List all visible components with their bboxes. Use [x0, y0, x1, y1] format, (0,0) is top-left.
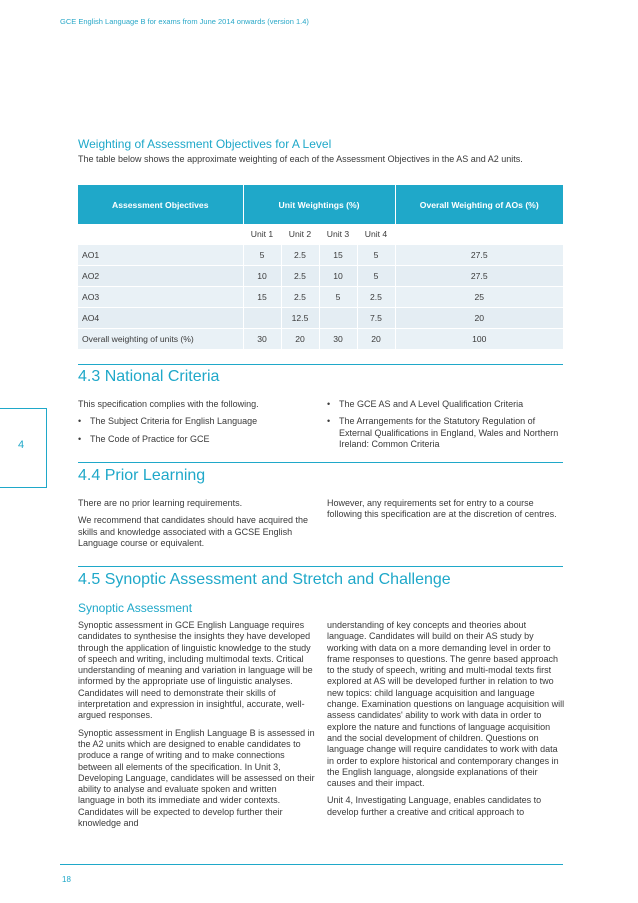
synoptic-left-column	[78, 620, 316, 835]
running-header: GCE English Language B for exams from June 2014 onwards (version 1.4)	[60, 17, 309, 26]
table-cell: 2.5	[281, 245, 319, 266]
table-cell: 20	[395, 308, 563, 329]
table-cell: 12.5	[281, 308, 319, 329]
prior-learning-para: There are no prior learning requirements.	[78, 498, 243, 508]
synoptic-right-column	[327, 620, 565, 824]
national-criteria-right	[327, 399, 563, 456]
national-criteria-title: 4.3 National Criteria	[78, 368, 220, 385]
table-cell: 10	[243, 266, 281, 287]
synoptic-para: Unit 4, Investigating Language, enables candidates to develop further a creative and critical approach to	[327, 795, 542, 817]
subheader-blank	[395, 224, 563, 245]
table-cell: 100	[395, 329, 563, 350]
table-cell: 25	[395, 287, 563, 308]
subheader-unit-3: Unit 3	[319, 224, 357, 245]
table-cell: 15	[319, 245, 357, 266]
table-cell: 20	[357, 329, 395, 350]
subheader-unit-4: Unit 4	[357, 224, 395, 245]
page-number: 18	[62, 875, 71, 884]
table-cell: 27.5	[395, 266, 563, 287]
prior-learning-para: We recommend that candidates should have acquired the skills and knowledge associated with a GCSE English Language course or equivalent.	[78, 515, 308, 548]
table-cell: 2.5	[357, 287, 395, 308]
subheader-blank	[78, 224, 243, 245]
table-cell: 15	[243, 287, 281, 308]
weighting-title: Weighting of Assessment Objectives for A Level	[78, 137, 332, 151]
table-row	[78, 287, 563, 308]
table-row	[78, 266, 563, 287]
table-cell: 5	[357, 266, 395, 287]
table-row	[78, 329, 563, 350]
row-label: AO1	[78, 245, 243, 266]
header-overall-weighting: Overall Weighting of AOs (%)	[395, 185, 563, 224]
table-cell: 20	[281, 329, 319, 350]
criteria-bullet: • The GCE AS and A Level Qualification Criteria	[327, 399, 563, 410]
table-row	[78, 245, 563, 266]
row-label: AO4	[78, 308, 243, 329]
header-unit-weightings: Unit Weightings (%)	[243, 185, 395, 224]
subheader-unit-2: Unit 2	[281, 224, 319, 245]
prior-learning-title: 4.4 Prior Learning	[78, 467, 206, 484]
weighting-table	[78, 185, 563, 349]
table-cell: 5	[319, 287, 357, 308]
section-rule	[78, 462, 563, 463]
footer-rule	[60, 864, 563, 865]
criteria-bullet: • The Code of Practice for GCE	[78, 434, 314, 445]
synoptic-para: Synoptic assessment in English Language B is assessed in the A2 units which are designed to enable candidates to produce a range of writing and to make connections between all elements of the specification. In Unit 3, Developing Language, candidates will be assessed on their ability to analyse and evaluate spoken and written language in both its immediate and wider contexts. Candidates will be expected to develop further their knowledge and	[78, 727, 315, 829]
table-cell: 10	[319, 266, 357, 287]
table-cell	[243, 308, 281, 329]
criteria-bullet: • The Subject Criteria for English Language	[78, 416, 314, 427]
table-cell: 5	[357, 245, 395, 266]
weighting-intro: The table below shows the approximate weighting of each of the Assessment Objectives in the AS and A2 units.	[78, 154, 523, 164]
row-label: AO2	[78, 266, 243, 287]
section-tab-number: 4	[18, 439, 25, 451]
prior-learning-para: However, any requirements set for entry to a course following this specification are at the discretion of centres.	[327, 498, 557, 520]
synoptic-para: Synoptic assessment in GCE English Language requires candidates to synthesise the insights they have developed through the application of linguistic knowledge to the study of speech and writing, including multimodal texts. Critical understanding of meaning and variation in language will be informed by the appropriate use of linguistic analyses. Candidates will need to demonstrate their skills of interpretation and expression in insightful, accurate, well-argued responses.	[78, 620, 313, 721]
table-row	[78, 308, 563, 329]
table-cell: 5	[243, 245, 281, 266]
table-cell: 2.5	[281, 287, 319, 308]
row-label: Overall weighting of units (%)	[78, 329, 243, 350]
header-assessment-objectives: Assessment Objectives	[78, 185, 243, 224]
synoptic-para: understanding of key concepts and theories about language. Candidates will build on their AS study by working with data on a more demanding level in order to frame responses to questions. The genre based approach to the study of speech, writing and multi-modal texts first explored at AS will be developed further in relation to two new topics: child language acquisition and language change. Examination questions on language acquisition will assess candidates' ability to work with data in order to explore the nature and functions of language acquisition and the social development of children. Questions on language change will require candidates to work with data in order to explore historical and contemporary changes in the English language, alongside explanations of their causes and their impact.	[327, 620, 565, 789]
national-criteria-intro: This specification complies with the following.	[78, 399, 259, 409]
table-cell: 2.5	[281, 266, 319, 287]
synoptic-subtitle: Synoptic Assessment	[78, 601, 193, 615]
row-label: AO3	[78, 287, 243, 308]
section-rule	[78, 566, 563, 567]
table-cell: 30	[319, 329, 357, 350]
table-cell: 27.5	[395, 245, 563, 266]
prior-learning-right	[327, 498, 563, 527]
subheader-unit-1: Unit 1	[243, 224, 281, 245]
table-bottom-rule	[78, 364, 563, 365]
national-criteria-left	[78, 399, 314, 451]
synoptic-title: 4.5 Synoptic Assessment and Stretch and Challenge	[78, 571, 451, 588]
table-cell: 30	[243, 329, 281, 350]
table-cell	[319, 308, 357, 329]
table-cell: 7.5	[357, 308, 395, 329]
prior-learning-left	[78, 498, 314, 555]
criteria-bullet: • The Arrangements for the Statutory Regulation of External Qualifications in England, Wales and Northern Ireland: Common Criteria	[327, 416, 563, 450]
